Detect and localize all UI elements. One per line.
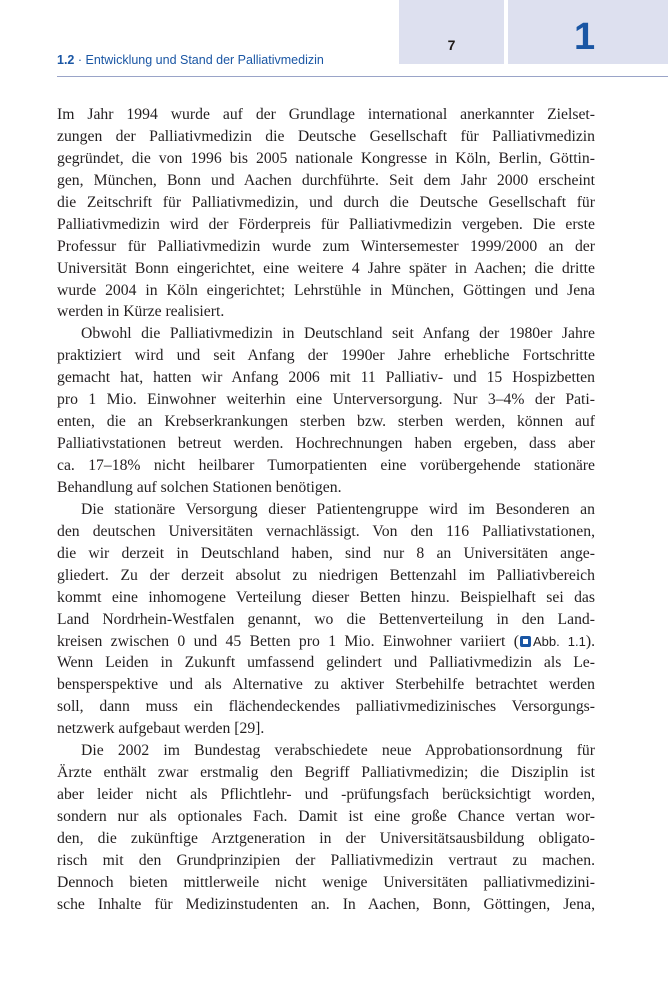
text-line: ca. 17–18% nicht heilbarer Tumorpatienten eine vorübergehende stationäre: [57, 457, 595, 474]
text-line: soll, dann muss ein flächendeckendes palliativmedizinisches Versorgungs-: [57, 698, 595, 716]
text-line: Die stationäre Versorgung dieser Patientengruppe wird im Besonderen an: [81, 500, 595, 518]
text-line: Land Nordrhein-Westfalen genannt, wo die Bettenverteilung in den Land-: [57, 610, 595, 628]
text-line: Die 2002 im Bundestag verabschiedete neue Approbationsordnung für: [81, 742, 595, 760]
text-line: pro 1 Mio. Einwohner weiterhin eine Unterversorgung. Nur 3–4% der Pati-: [57, 391, 595, 409]
text-line: enten, die an Krebserkrankungen sterben bzw. sterben werden, können auf: [57, 413, 595, 431]
figure-reference-link[interactable]: Abb. 1.1: [532, 633, 586, 649]
figure-reference-close: ).: [585, 632, 596, 650]
text-line: gen, München, Bonn und Aachen durchführte. Seit dem Jahr 2000 erscheint: [57, 171, 595, 189]
body-text: [57, 104, 595, 916]
page-number-tab: [399, 0, 504, 64]
text-line: den, die zukünftige Arztgeneration in der Universitätsausbildung obligato-: [57, 829, 595, 847]
text-line: wurde 2004 in Köln eingerichtet; Lehrstühle in München, Göttingen und Jena: [57, 281, 595, 299]
text-line: die Zeitschrift für Palliativmedizin, und durch die Deutsche Gesellschaft für: [57, 193, 595, 211]
text-line: risch mit den Grundprinzipien der Palliativmedizin vertraut zu machen.: [57, 851, 595, 869]
text-line: sondern nur als optionales Fach. Damit ist eine große Chance vertan wor-: [57, 808, 595, 825]
text-line: die wir derzeit in Deutschland haben, sind nur 8 an Universitäten ange-: [57, 544, 595, 562]
text-line: Professur für Palliativmedizin wurde zum Wintersemester 1999/2000 an der: [57, 237, 595, 255]
text-line: Im Jahr 1994 wurde auf der Grundlage international anerkannter Zielset-: [57, 106, 595, 123]
running-head: [57, 53, 324, 67]
line-text: kreisen zwischen 0 und 45 Betten pro 1 Mio. Einwohner variiert (: [57, 632, 519, 650]
chapter-tab: [508, 0, 668, 64]
text-line: den deutschen Universitäten vernachlässigt. Von den 116 Palliativstationen,: [57, 522, 595, 540]
text-line: netzwerk aufgebaut werden [29].: [57, 720, 265, 738]
section-separator: ·: [74, 53, 86, 67]
text-line: Universität Bonn eingerichtet, eine weitere 4 Jahre später in Aachen; die dritte: [57, 259, 595, 277]
text-line: kommt eine inhomogene Verteilung dieser Betten hinzu. Beispielhaft sei das: [57, 588, 595, 606]
text-line: Palliativmedizin wird der Förderpreis für Palliativmedizin vergeben. Die erste: [57, 215, 595, 233]
text-line: werden in Kürze realisiert.: [57, 303, 225, 321]
text-line: Dennoch bieten mittlerweile nicht wenige Universitäten palliativmedizini-: [57, 873, 595, 891]
section-title: Entwicklung und Stand der Palliativmedizin: [85, 53, 324, 67]
text-line-with-figure-ref: [57, 631, 595, 653]
figure-reference-icon: [520, 636, 531, 647]
text-line: Palliativstationen betreut werden. Hochrechnungen haben ergeben, dass aber: [57, 435, 595, 453]
page-number: 7: [447, 37, 456, 53]
text-line: praktiziert wird und seit Anfang der 1990er Jahre erhebliche Fortschritte: [57, 347, 595, 365]
text-line: aber leider nicht als Pflichtlehr- und -prüfungsfach berücksichtigt worden,: [57, 786, 595, 804]
text-line: Ärzte enthält zwar erstmalig den Begriff Palliativmedizin; die Disziplin ist: [57, 764, 595, 782]
text-line: gemacht hat, hatten wir Anfang 2006 mit 11 Palliativ- und 15 Hospizbetten: [57, 369, 595, 387]
text-line: sche Inhalte für Medizinstudenten an. In Aachen, Bonn, Göttingen, Jena,: [57, 895, 595, 913]
text-line: zungen der Palliativmedizin die Deutsche Gesellschaft für Palliativmedizin: [57, 127, 595, 145]
text-line: Obwohl die Palliativmedizin in Deutschland seit Anfang der 1980er Jahre: [81, 325, 595, 343]
section-number: 1.2: [57, 53, 75, 67]
text-line: Wenn Leiden in Zukunft umfassend gelindert und Palliativmedizin als Le-: [57, 654, 595, 672]
text-line: Behandlung auf solchen Stationen benötigen.: [57, 478, 342, 496]
text-line: bensperspektive und als Alternative zu aktiver Sterbehilfe betrachtet werden: [57, 676, 595, 694]
text-line: gegründet, die von 1996 bis 2005 nationale Kongresse in Köln, Berlin, Göttin-: [57, 149, 595, 167]
chapter-number: 1: [574, 16, 596, 58]
header-rule: [57, 76, 668, 77]
text-line: gliedert. Zu der derzeit absolut zu niedrigen Bettenzahl im Palliativbereich: [57, 566, 595, 584]
